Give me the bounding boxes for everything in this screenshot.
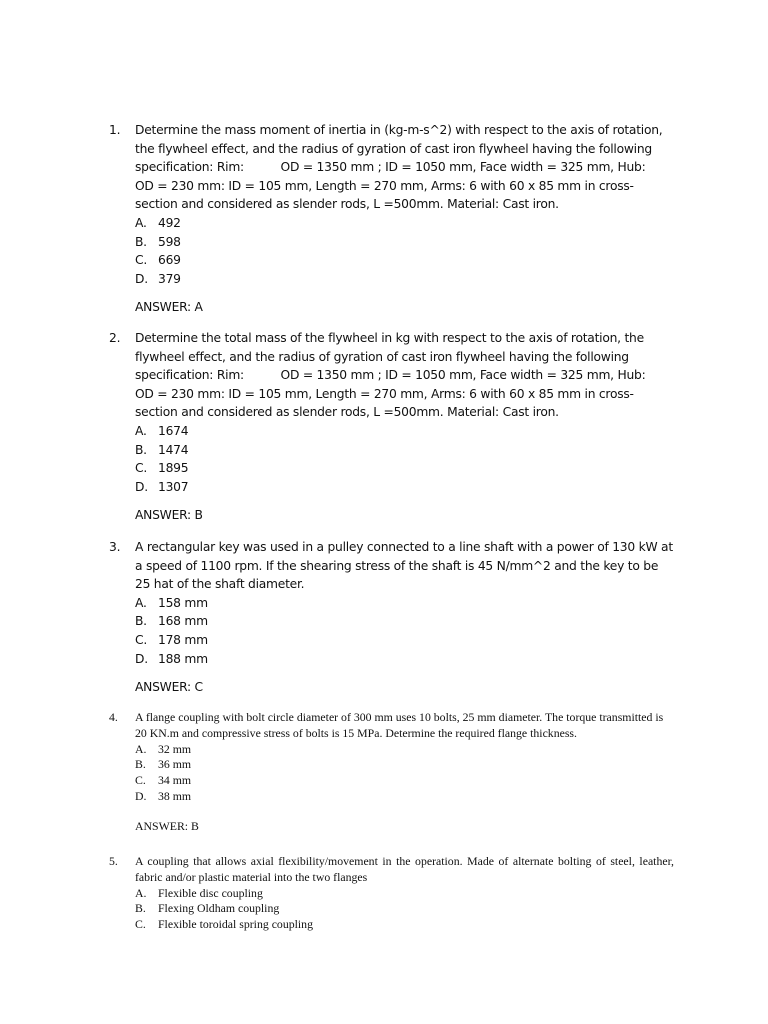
option-label: D. bbox=[135, 651, 148, 666]
answer-line: ANSWER: C bbox=[135, 680, 203, 695]
question-text: A coupling that allows axial flexibility/movement in the operation. Made of alternate bolting of steel, leather, fabric and/or plastic material into the two flanges bbox=[135, 854, 674, 884]
option-label: C. bbox=[135, 632, 147, 647]
option-value: 38 mm bbox=[158, 788, 192, 803]
answer-line: ANSWER: B bbox=[135, 508, 203, 523]
option-label: A. bbox=[135, 215, 147, 230]
option-value: 598 bbox=[158, 234, 181, 249]
option-label: A. bbox=[135, 595, 147, 610]
option-a bbox=[135, 886, 674, 902]
question-text: A flange coupling with bolt circle diameter of 300 mm uses 10 bolts, 25 mm diameter. The torque transmitted is 20 KN.m and compressive stress of bolts is 15 MPa. Determine the required flange thickness. bbox=[135, 710, 664, 740]
option-d bbox=[135, 270, 674, 289]
option-label: D. bbox=[135, 788, 147, 803]
option-b bbox=[135, 901, 674, 917]
option-value: 492 bbox=[158, 215, 181, 230]
option-c bbox=[135, 773, 674, 789]
option-c bbox=[135, 251, 674, 270]
option-label: B. bbox=[135, 614, 147, 629]
answer-line: ANSWER: B bbox=[135, 818, 199, 833]
question-number: 1. bbox=[109, 123, 121, 137]
option-value: Flexible disc coupling bbox=[158, 885, 263, 900]
option-label: B. bbox=[135, 757, 146, 772]
option-b bbox=[135, 612, 674, 631]
option-a bbox=[135, 214, 674, 233]
option-value: 379 bbox=[158, 271, 181, 286]
question-text: A rectangular key was used in a pulley connected to a line shaft with a power of 130 kW at a speed of 1100 rpm. If the shearing stress of the shaft is 45 N/mm^2 and the key to be 25 hat of the shaft diameter. bbox=[135, 540, 673, 592]
option-value: 158 mm bbox=[158, 595, 208, 610]
option-label: D. bbox=[135, 479, 148, 494]
question-text: Determine the mass moment of inertia in (kg-m-s^2) with respect to the axis of rotation, the flywheel effect, and the radius of gyration of cast iron flywheel having the following specification: Rim: OD = 1350 mm ; ID = 1050 mm, Face width = 325 mm, Hub: OD = 230 mm: ID = 105 mm, Length = 270 mm, Arms: 6 with 60 x 85 mm in cross-section and considered as slender rods, L =500mm. Material: Cast iron. bbox=[135, 123, 683, 212]
option-value: 188 mm bbox=[158, 651, 208, 666]
option-b bbox=[135, 441, 674, 460]
option-a bbox=[135, 422, 674, 441]
option-value: 34 mm bbox=[158, 773, 192, 788]
option-label: A. bbox=[135, 885, 147, 900]
question-number: 4. bbox=[109, 710, 118, 724]
option-c bbox=[135, 917, 674, 933]
option-b bbox=[135, 233, 674, 252]
option-label: B. bbox=[135, 442, 147, 457]
option-value: 1674 bbox=[158, 423, 189, 438]
option-value: 178 mm bbox=[158, 632, 208, 647]
option-label: B. bbox=[135, 234, 147, 249]
option-label: C. bbox=[135, 461, 147, 476]
question-number: 3. bbox=[109, 540, 121, 554]
option-value: 1474 bbox=[158, 442, 189, 457]
option-label: C. bbox=[135, 917, 146, 932]
option-label: B. bbox=[135, 901, 146, 916]
option-c bbox=[135, 459, 674, 478]
question-number: 2. bbox=[109, 331, 121, 345]
option-value: 669 bbox=[158, 253, 181, 268]
option-label: C. bbox=[135, 253, 147, 268]
question-text: Determine the total mass of the flywheel in kg with respect to the axis of rotation, the flywheel effect, and the radius of gyration of cast iron flywheel having the following specification: Rim: OD = 1350 mm ; ID = 1050 mm, Face width = 325 mm, Hub: OD = 230 mm: ID = 105 mm, Length = 270 mm, Arms: 6 with 60 x 85 mm in cross-section and considered as slender rods, L =500mm. Material: Cast iron. bbox=[135, 331, 683, 420]
option-b bbox=[135, 757, 674, 773]
option-value: 32 mm bbox=[158, 741, 192, 756]
option-value: Flexing Oldham coupling bbox=[158, 901, 280, 916]
option-d bbox=[135, 789, 674, 805]
answer-line: ANSWER: A bbox=[135, 300, 203, 315]
option-label: A. bbox=[135, 741, 147, 756]
option-value: 1895 bbox=[158, 461, 189, 476]
option-value: 168 mm bbox=[158, 614, 208, 629]
question-number: 5. bbox=[109, 854, 118, 868]
option-label: C. bbox=[135, 773, 146, 788]
option-a bbox=[135, 742, 674, 758]
option-c bbox=[135, 631, 674, 650]
option-label: D. bbox=[135, 271, 148, 286]
option-label: A. bbox=[135, 423, 147, 438]
option-value: 36 mm bbox=[158, 757, 192, 772]
option-a bbox=[135, 594, 674, 613]
option-d bbox=[135, 478, 674, 497]
option-value: 1307 bbox=[158, 479, 189, 494]
option-value: Flexible toroidal spring coupling bbox=[158, 917, 313, 932]
option-d bbox=[135, 650, 674, 669]
